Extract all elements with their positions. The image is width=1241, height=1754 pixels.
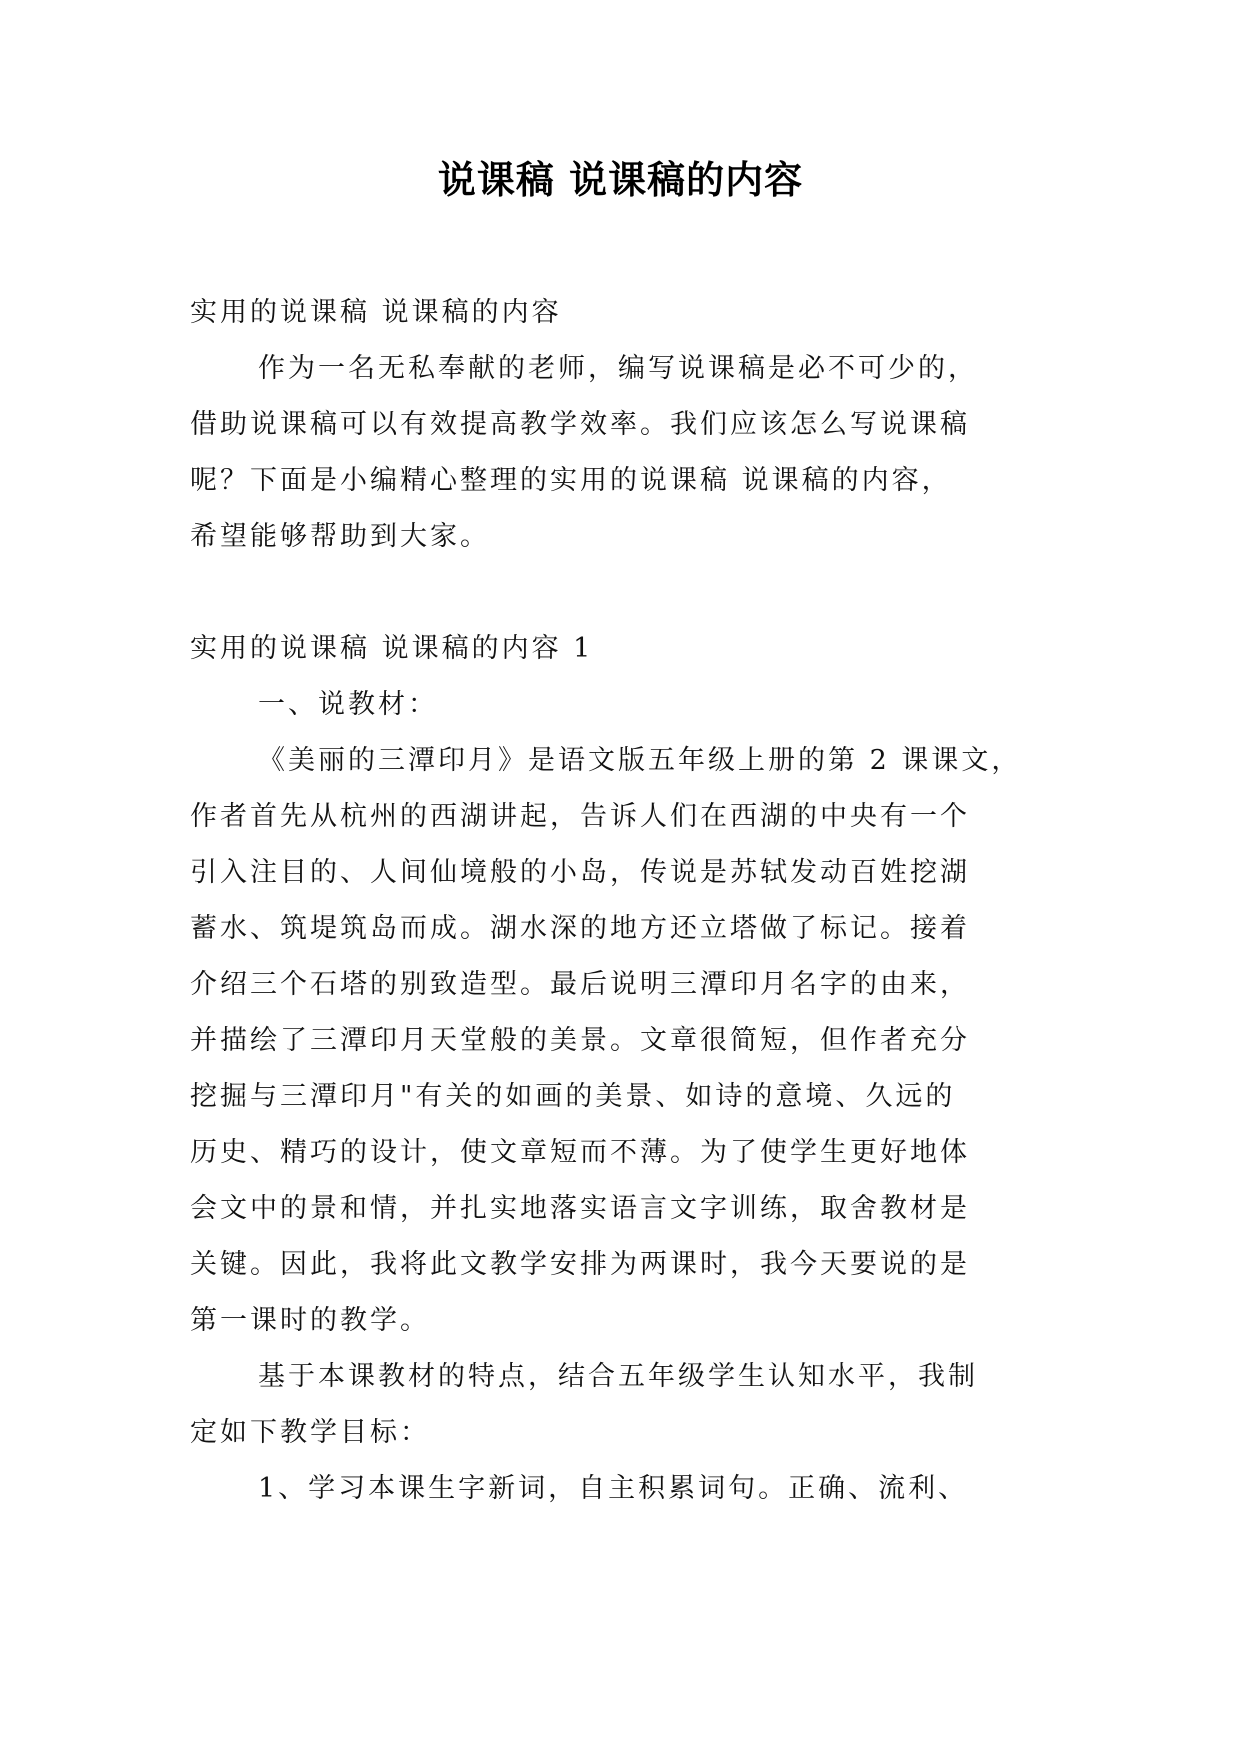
text-line: 基于本课教材的特点，结合五年级学生认知水平，我制	[258, 1361, 978, 1392]
text-line: 会文中的景和情，并扎实地落实语言文字训练，取舍教材是	[190, 1193, 970, 1224]
document-body	[190, 285, 1050, 1517]
text-line: 《美丽的三潭印月》是语文版五年级上册的第 2 课课文，	[258, 745, 1022, 776]
text-line: 呢？下面是小编精心整理的实用的说课稿 说课稿的内容，	[190, 465, 952, 496]
text-line: 蓄水、筑堤筑岛而成。湖水深的地方还立塔做了标记。接着	[190, 913, 970, 944]
document-title: 说课稿 说课稿的内容	[437, 158, 804, 202]
text-line: 引入注目的、人间仙境般的小岛，传说是苏轼发动百姓挖湖	[190, 857, 970, 888]
text-line: 介绍三个石塔的别致造型。最后说明三潭印月名字的由来，	[190, 969, 970, 1000]
intro-paragraph	[190, 341, 1050, 565]
text-line: 作为一名无私奉献的老师，编写说课稿是必不可少的，	[258, 353, 978, 384]
text-line: 借助说课稿可以有效提高教学效率。我们应该怎么写说课稿	[190, 409, 970, 440]
goal-item-1: 1、学习本课生字新词，自主积累词句。正确、流利、	[258, 1473, 969, 1504]
material-paragraph	[190, 733, 1050, 1349]
goal-paragraph	[190, 1349, 1050, 1461]
document-subtitle: 实用的说课稿 说课稿的内容	[190, 297, 562, 328]
text-line: 作者首先从杭州的西湖讲起，告诉人们在西湖的中央有一个	[190, 801, 970, 832]
text-line: 第一课时的教学。	[190, 1305, 430, 1336]
part-heading: 一、说教材：	[258, 689, 438, 720]
text-line: 定如下教学目标：	[190, 1417, 430, 1448]
section-heading: 实用的说课稿 说课稿的内容 1	[190, 633, 594, 664]
text-line: 希望能够帮助到大家。	[190, 521, 490, 552]
text-line: 挖掘与三潭印月"有关的如画的美景、如诗的意境、久远的	[190, 1081, 956, 1112]
text-line: 关键。因此，我将此文教学安排为两课时，我今天要说的是	[190, 1249, 970, 1280]
text-line: 历史、精巧的设计，使文章短而不薄。为了使学生更好地体	[190, 1137, 970, 1168]
text-line: 并描绘了三潭印月天堂般的美景。文章很简短，但作者充分	[190, 1025, 970, 1056]
